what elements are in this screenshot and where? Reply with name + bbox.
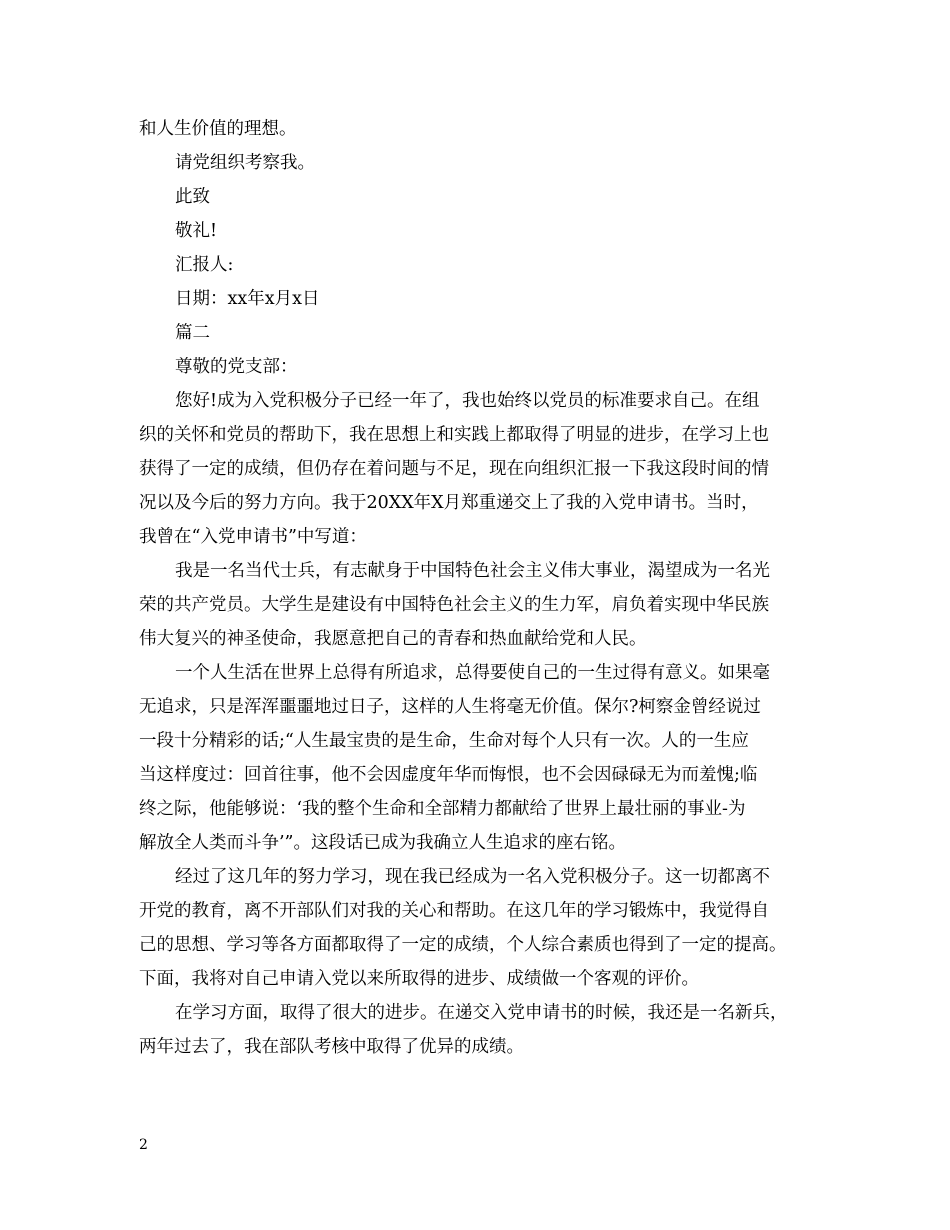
paragraph-line: 在学习方面，取得了很大的进步。在递交入党申请书的时候，我还是一名新兵， bbox=[175, 1003, 788, 1023]
paragraph-line: 解放全人类而斗争’”。这段话已成为我确立人生追求的座右铭。 bbox=[139, 833, 627, 853]
date-line: 日期：xx年x月x日 bbox=[175, 289, 320, 309]
closing-respect: 敬礼! bbox=[175, 221, 218, 241]
paragraph-line: 我是一名当代士兵，有志献身于中国特色社会主义伟大事业，渴望成为一名光 bbox=[175, 561, 770, 581]
paragraph-line: 您好!成为入党积极分子已经一年了，我也始终以党员的标准要求自己。在组 bbox=[175, 391, 760, 411]
paragraph-line: 况以及今后的努力方向。我于20XX年X月郑重递交上了我的入党申请书。当时， bbox=[139, 493, 759, 513]
paragraph-line: 终之际，他能够说：‘我的整个生命和全部精力都献给了世界上最壮丽的事业-为 bbox=[139, 799, 746, 819]
page-number: 2 bbox=[139, 1137, 148, 1153]
paragraph-line: 一个人生活在世界上总得有所追求，总得要使自己的一生过得有意义。如果毫 bbox=[175, 663, 770, 683]
closing-salutation: 此致 bbox=[175, 187, 210, 207]
paragraph-line: 一段十分精彩的话;“人生最宝贵的是生命，生命对每个人只有一次。人的一生应 bbox=[139, 731, 749, 751]
paragraph-intro bbox=[139, 384, 829, 554]
paragraph-line: 经过了这几年的努力学习，现在我已经成为一名入党积极分子。这一切都离不 bbox=[175, 867, 770, 887]
paragraph-line: 无追求，只是浑浑噩噩地过日子，这样的人生将毫无价值。保尔?柯察金曾经说过 bbox=[139, 697, 761, 717]
paragraph-quote bbox=[139, 554, 829, 656]
document-body bbox=[139, 112, 829, 1064]
paragraph-line: 下面，我将对自己申请入党以来所取得的进步、成绩做一个客观的评价。 bbox=[139, 969, 699, 989]
reporter-label: 汇报人: bbox=[175, 255, 234, 275]
text-line-continuation: 和人生价值的理想。 bbox=[139, 119, 297, 139]
paragraph-pursuit bbox=[139, 656, 829, 860]
paragraph-line: 伟大复兴的神圣使命，我愿意把自己的青春和热血献给党和人民。 bbox=[139, 629, 647, 649]
greeting-line: 尊敬的党支部： bbox=[175, 357, 298, 377]
paragraph-line: 我曾在“入党申请书”中写道： bbox=[139, 527, 367, 547]
paragraph-line: 己的思想、学习等各方面都取得了一定的成绩，个人综合素质也得到了一定的提高。 bbox=[139, 935, 787, 955]
text-line-request: 请党组织考察我。 bbox=[175, 153, 315, 173]
paragraph-line: 织的关怀和党员的帮助下，我在思想上和实践上都取得了明显的进步，在学习上也 bbox=[139, 425, 769, 445]
paragraph-line: 开党的教育，离不开部队们对我的关心和帮助。在这几年的学习锻炼中，我觉得自 bbox=[139, 901, 769, 921]
paragraph-progress bbox=[139, 860, 829, 996]
paragraph-line: 荣的共产党员。大学生是建设有中国特色社会主义的生力军，肩负着实现中华民族 bbox=[139, 595, 769, 615]
paragraph-line: 两年过去了，我在部队考核中取得了优异的成绩。 bbox=[139, 1037, 524, 1057]
section-heading: 篇二 bbox=[175, 323, 210, 343]
paragraph-study bbox=[139, 996, 829, 1064]
paragraph-line: 获得了一定的成绩，但仍存在着问题与不足，现在向组织汇报一下我这段时间的情 bbox=[139, 459, 769, 479]
paragraph-line: 当这样度过：回首往事，他不会因虚度年华而悔恨，也不会因碌碌无为而羞愧;临 bbox=[139, 765, 758, 785]
